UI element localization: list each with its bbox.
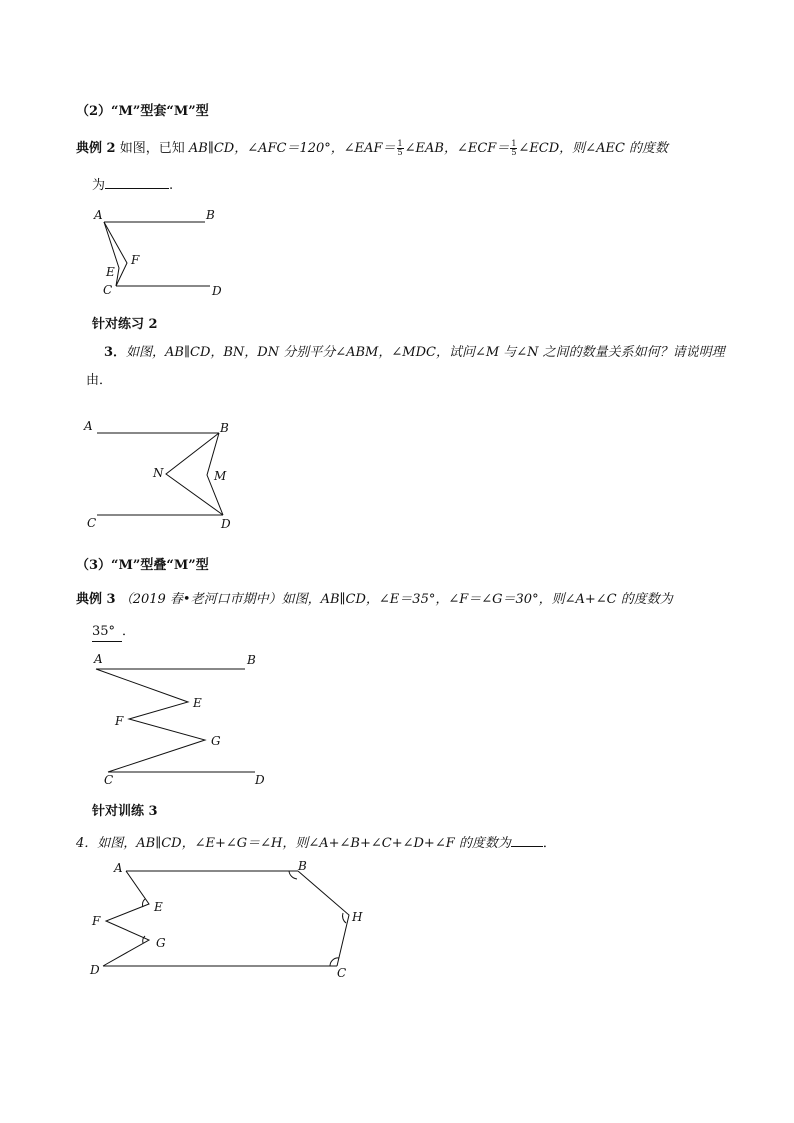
label-f: F	[131, 253, 140, 267]
label-e: E	[106, 265, 115, 279]
question-3-line1: 3．如图，AB∥CD，BN，DN 分别平分∠ABM，∠MDC，试问∠M 与∠N 之间的数量关系如何？请说明理	[104, 345, 725, 360]
example-2-line2: 为 .	[92, 178, 174, 193]
arc-h	[343, 913, 346, 923]
label-d: D	[212, 284, 222, 298]
arc-b	[289, 871, 297, 879]
fraction-1: $\frac{1}{5}$	[397, 139, 403, 157]
label-g: G	[156, 936, 166, 950]
label-f: F	[115, 714, 124, 728]
question-3-line2: 由．	[86, 373, 113, 388]
label-b: B	[298, 859, 307, 873]
question-4: 4．如图，AB∥CD，∠E+∠G＝∠H，则∠A+∠B+∠C+∠D+∠F 的度数为 ．	[76, 836, 556, 851]
label-d: D	[90, 963, 100, 977]
label-c: C	[103, 283, 113, 297]
label-a: A	[94, 208, 103, 222]
path-bhc	[298, 871, 349, 966]
example-2-text-a: 如图，已知	[119, 141, 185, 156]
example-2-text-c: ∠EAB，∠ECF＝	[404, 141, 510, 156]
label-a: A	[94, 652, 103, 666]
label-b: B	[247, 653, 256, 667]
practice-3-label: 针对训练 3	[92, 804, 158, 819]
label-n: N	[153, 466, 164, 480]
label-m: M	[214, 469, 227, 483]
label-a: A	[84, 419, 93, 433]
label-b: B	[206, 208, 215, 222]
practice-2-label: 针对练习 2	[92, 317, 158, 332]
example-2-label: 典例 2	[76, 141, 116, 156]
example-3-answer-line: 35° ．	[92, 623, 135, 642]
example-3-answer[interactable]: 35°	[92, 623, 122, 642]
example-3-text: （2019 春•老河口市期中）如图，AB∥CD，∠E＝35°，∠F＝∠G＝30°，则∠A+∠C 的度数为	[119, 592, 673, 607]
example-3-label: 典例 3	[76, 592, 116, 607]
label-e: E	[193, 696, 202, 710]
label-g: G	[211, 734, 221, 748]
fraction-2: $\frac{1}{5}$	[511, 139, 517, 157]
label-b: B	[220, 421, 229, 435]
section-3-heading: （3）“M”型叠“M”型	[76, 558, 209, 573]
label-a: A	[114, 861, 123, 875]
example-2-text-b: AB∥CD，∠AFC＝120°，∠EAF＝	[188, 141, 396, 156]
example-2-text-d: ∠ECD，则∠AEC 的度数	[518, 141, 669, 156]
label-e: E	[154, 900, 163, 914]
path-aefgd	[103, 871, 149, 966]
label-d: D	[255, 773, 265, 787]
label-f: F	[92, 914, 101, 928]
label-d: D	[221, 517, 231, 531]
label-c: C	[337, 966, 347, 980]
label-c: C	[104, 773, 114, 787]
section-2-heading: （2）“M”型套“M”型	[76, 104, 209, 119]
label-c: C	[87, 516, 97, 530]
label-h: H	[352, 910, 363, 924]
